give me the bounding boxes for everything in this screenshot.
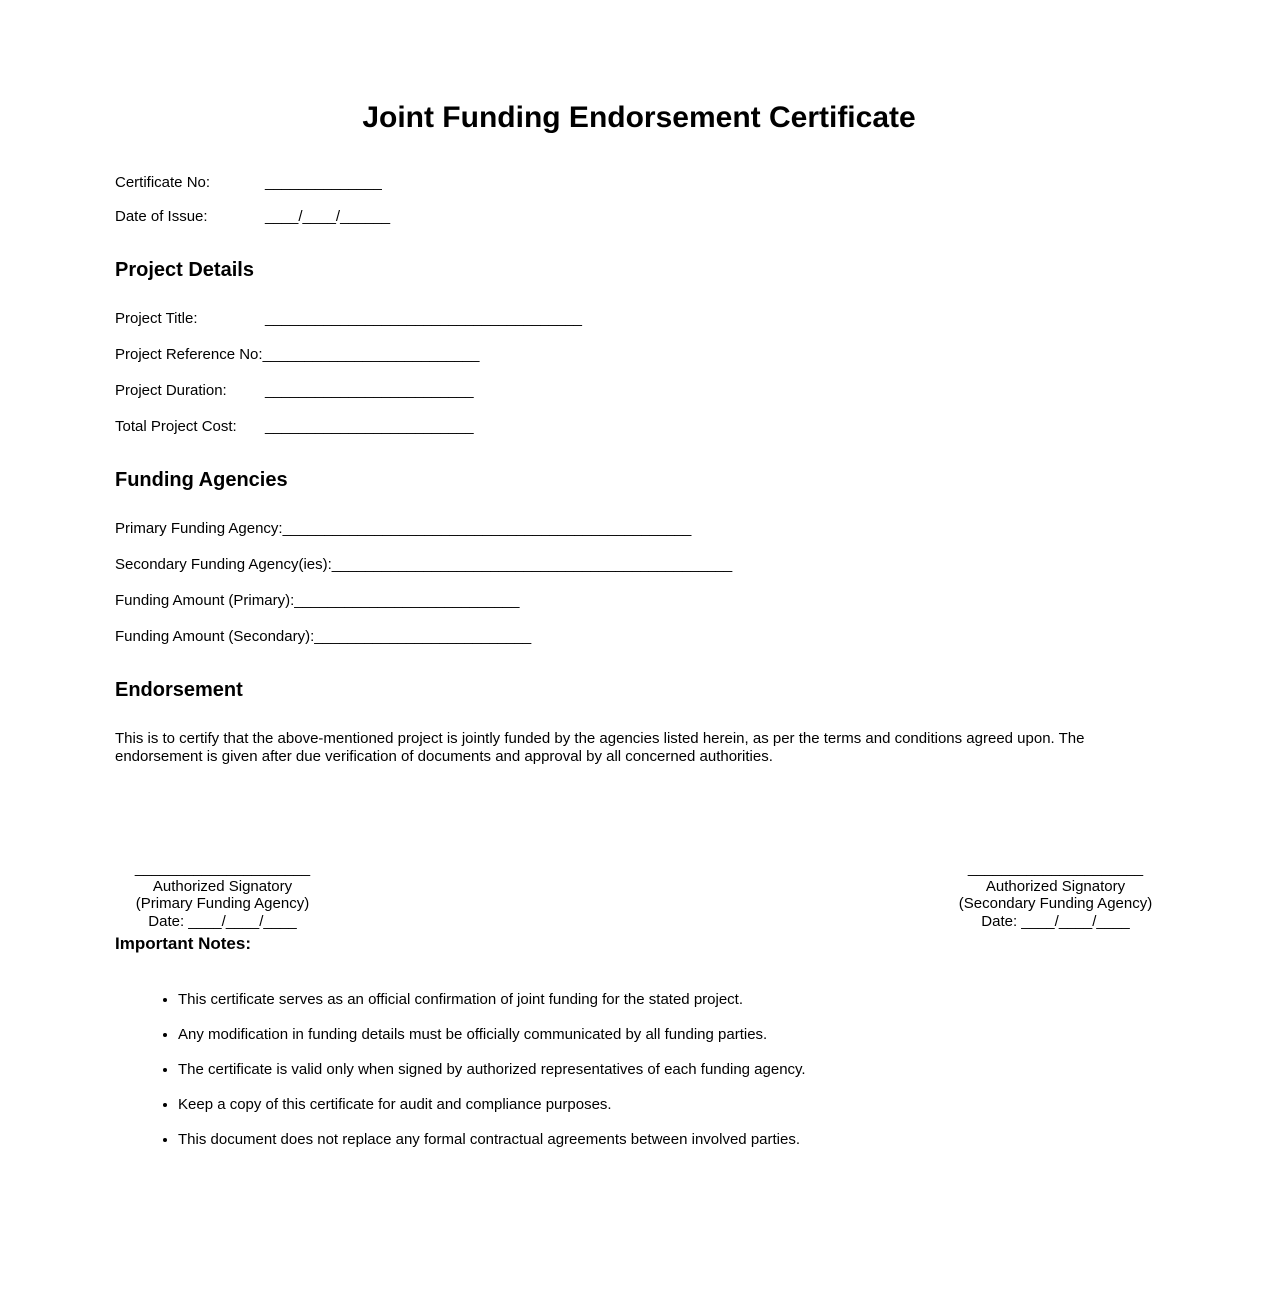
funding-amount-secondary-blank: __________________________ [314, 628, 532, 645]
funding-agencies-section [115, 469, 1163, 646]
project-reference-label: Project Reference No: [115, 346, 263, 363]
signature-area [115, 860, 1163, 930]
project-reference-row [115, 346, 1163, 364]
note-item: • This document does not replace any formal contractual agreements between involved parties. [178, 1131, 1163, 1149]
primary-signature-block [115, 860, 330, 930]
total-project-cost-blank: _________________________ [265, 418, 474, 435]
project-title-label: Project Title: [115, 310, 198, 327]
endorsement-heading: Endorsement [115, 679, 243, 701]
project-duration-row [115, 382, 1163, 400]
primary-funding-agency-blank: _________________________________________________ [282, 520, 692, 537]
date-of-issue-blank: ____/____/______ [265, 208, 391, 225]
primary-signatory-agency: (Primary Funding Agency) [135, 895, 310, 912]
note-item: • Keep a copy of this certificate for audit and compliance purposes. [178, 1096, 1163, 1114]
date-of-issue-label: Date of Issue: [115, 208, 208, 225]
important-notes-list [115, 991, 1163, 1149]
certificate-no-blank: ______________ [265, 174, 382, 191]
secondary-signatory-title: Authorized Signatory [985, 877, 1126, 895]
page-title: Joint Funding Endorsement Certificate [362, 101, 916, 134]
primary-funding-agency-row [115, 520, 1163, 538]
secondary-funding-agency-label: Secondary Funding Agency(ies): [115, 556, 332, 573]
secondary-signature-block [948, 860, 1163, 930]
date-of-issue-row [115, 208, 1163, 226]
project-duration-blank: _________________________ [265, 382, 474, 399]
funding-amount-primary-label: Funding Amount (Primary): [115, 592, 295, 609]
secondary-signatory-agency: (Secondary Funding Agency) [958, 895, 1153, 912]
secondary-signature-line: _____________________ [967, 860, 1144, 877]
project-reference-blank: __________________________ [262, 346, 480, 363]
project-title-row [115, 310, 1163, 328]
funding-amount-secondary-row [115, 628, 1163, 646]
project-details-section [115, 259, 1163, 436]
project-title-blank: ______________________________________ [265, 310, 583, 327]
secondary-funding-agency-row [115, 556, 1163, 574]
important-notes-heading: Important Notes: [115, 934, 251, 953]
total-project-cost-label: Total Project Cost: [115, 418, 237, 435]
certificate-no-label: Certificate No: [115, 174, 211, 191]
project-duration-label: Project Duration: [115, 382, 227, 399]
endorsement-text: This is to certify that the above-mentioned project is jointly funded by the agencies listed herein, as per the terms and conditions agreed upon. The endorsement is given after due verification of documents and approval by all concerned authorities. [115, 730, 1085, 765]
note-item: • The certificate is valid only when signed by authorized representatives of each funding agency. [178, 1061, 1163, 1079]
funding-agencies-heading: Funding Agencies [115, 469, 288, 491]
certificate-no-row [115, 174, 1163, 192]
total-project-cost-row [115, 418, 1163, 436]
primary-signature-date: Date: ____/____/____ [148, 912, 297, 930]
secondary-funding-agency-blank: ________________________________________________ [331, 556, 733, 573]
note-item: • This certificate serves as an official confirmation of joint funding for the stated project. [178, 991, 1163, 1009]
project-details-heading: Project Details [115, 259, 254, 281]
secondary-signature-date: Date: ____/____/____ [981, 912, 1130, 930]
primary-signatory-title: Authorized Signatory [152, 877, 293, 895]
funding-amount-primary-blank: ___________________________ [294, 592, 520, 609]
funding-amount-primary-row [115, 592, 1163, 610]
note-item: • Any modification in funding details must be officially communicated by all funding parties. [178, 1026, 1163, 1044]
primary-signature-line: _____________________ [134, 860, 311, 877]
funding-amount-secondary-label: Funding Amount (Secondary): [115, 628, 315, 645]
endorsement-section [115, 679, 1163, 765]
primary-funding-agency-label: Primary Funding Agency: [115, 520, 283, 537]
